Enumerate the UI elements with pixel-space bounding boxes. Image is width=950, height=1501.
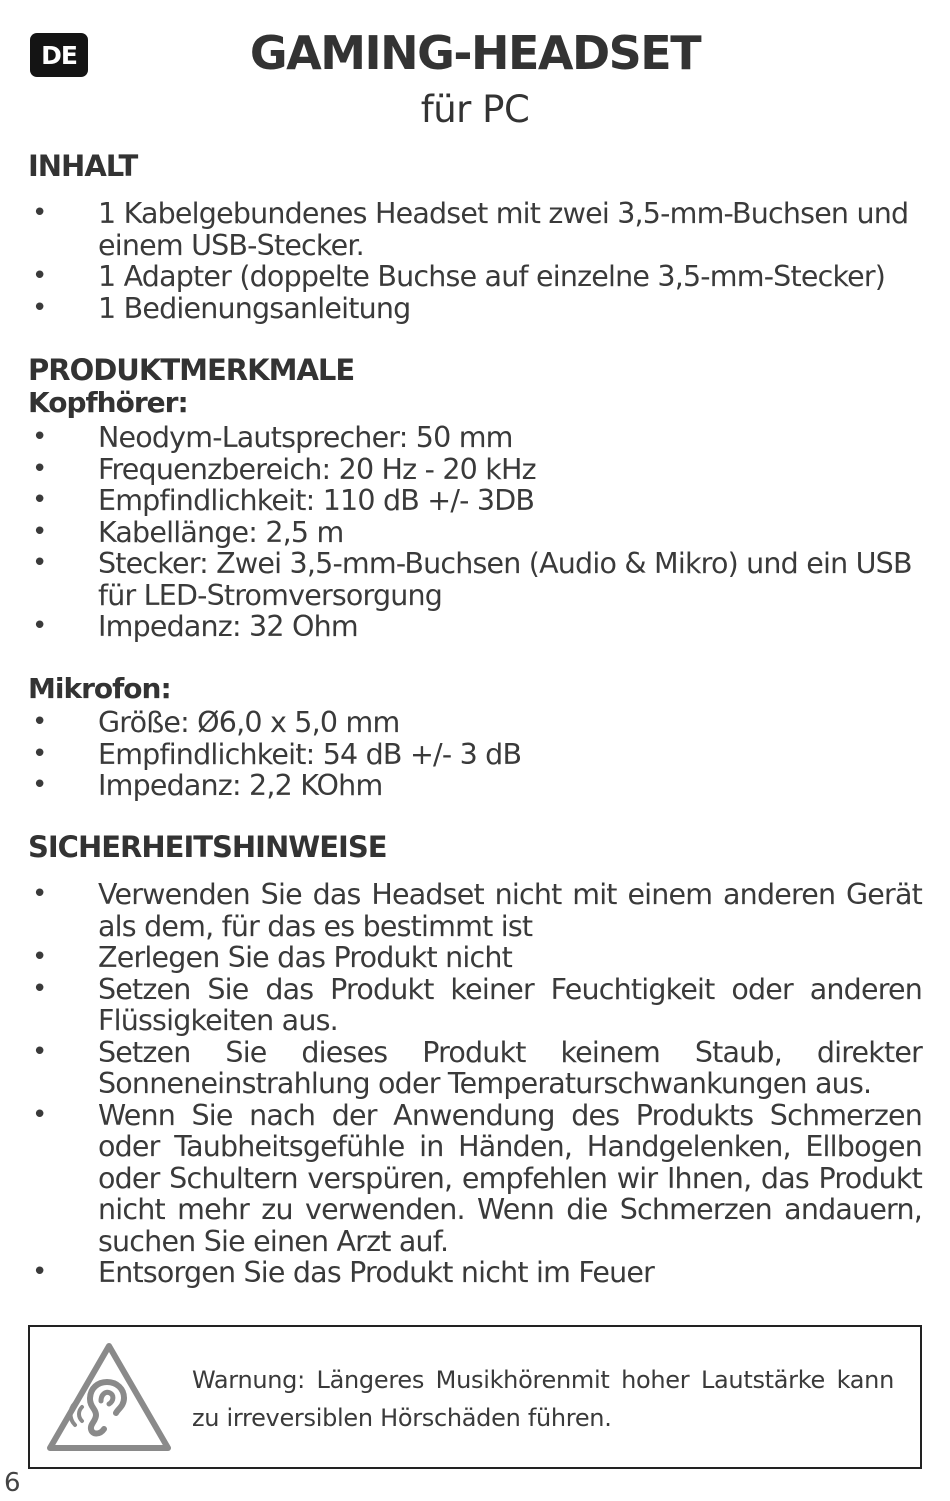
- list-item: • Größe: Ø6,0 x 5,0 mm: [0, 707, 950, 739]
- list-item: • Impedanz: 32 Ohm: [0, 611, 950, 643]
- headphones-specs-list: [0, 422, 950, 643]
- list-item: • Setzen Sie dieses Produkt keinem Staub, direkter Sonneneinstrahlung oder Temperaturschwankungen aus.: [0, 1037, 950, 1100]
- page-number: 6: [4, 1468, 21, 1498]
- list-item: • Stecker: Zwei 3,5-mm-Buchsen (Audio & Mikro) und ein USB für LED-Stromversorgung: [0, 548, 950, 611]
- page-subtitle: für PC: [420, 88, 530, 131]
- list-item: • Empfindlichkeit: 54 dB +/- 3 dB: [0, 739, 950, 771]
- hearing-warning-icon: [46, 1341, 172, 1453]
- microphone-label: Mikrofon:: [28, 672, 171, 705]
- headphones-label: Kopfhörer:: [28, 386, 188, 419]
- contents-list: [0, 198, 950, 324]
- list-item: • Neodym-Lautsprecher: 50 mm: [0, 422, 950, 454]
- warning-box: [28, 1325, 922, 1469]
- list-item: • Entsorgen Sie das Produkt nicht im Feuer: [0, 1257, 950, 1289]
- list-item: • 1 Kabelgebundenes Headset mit zwei 3,5-mm-Buchsen und einem USB-Stecker.: [0, 198, 950, 261]
- list-item: • Verwenden Sie das Headset nicht mit einem anderen Gerät als dem, für das es bestimmt ist: [0, 879, 950, 942]
- contents-heading: INHALT: [28, 149, 138, 183]
- microphone-specs-list: [0, 707, 950, 802]
- list-item: • Setzen Sie das Produkt keiner Feuchtigkeit oder anderen Flüssigkeiten aus.: [0, 974, 950, 1037]
- list-item: • Wenn Sie nach der Anwendung des Produkts Schmerzen oder Taubheitsgefühle in Händen, Handgelenken, Ellbogen oder Schultern verspüren, empfehlen wir Ihnen, das Produkt nicht mehr zu verwenden. Wenn die Schmerzen andauern, suchen Sie einen Arzt auf.: [0, 1100, 950, 1258]
- list-item: • Zerlegen Sie das Produkt nicht: [0, 942, 950, 974]
- list-item: • 1 Bedienungsanleitung: [0, 293, 950, 325]
- safety-heading: SICHERHEITSHINWEISE: [28, 830, 387, 864]
- features-heading: PRODUKTMERKMALE: [28, 353, 355, 387]
- page-title: GAMING-HEADSET: [249, 26, 701, 80]
- list-item: • Impedanz: 2,2 KOhm: [0, 770, 950, 802]
- language-badge: DE: [30, 33, 88, 77]
- list-item: • Empfindlichkeit: 110 dB +/- 3DB: [0, 485, 950, 517]
- warning-text: Warnung: Längeres Musikhörenmit hoher Lautstärke kann zu irreversiblen Hörschäden führen.: [192, 1366, 894, 1432]
- safety-list: [0, 879, 950, 1289]
- list-item: • 1 Adapter (doppelte Buchse auf einzelne 3,5-mm-Stecker): [0, 261, 950, 293]
- list-item: • Frequenzbereich: 20 Hz - 20 kHz: [0, 454, 950, 486]
- list-item: • Kabellänge: 2,5 m: [0, 517, 950, 549]
